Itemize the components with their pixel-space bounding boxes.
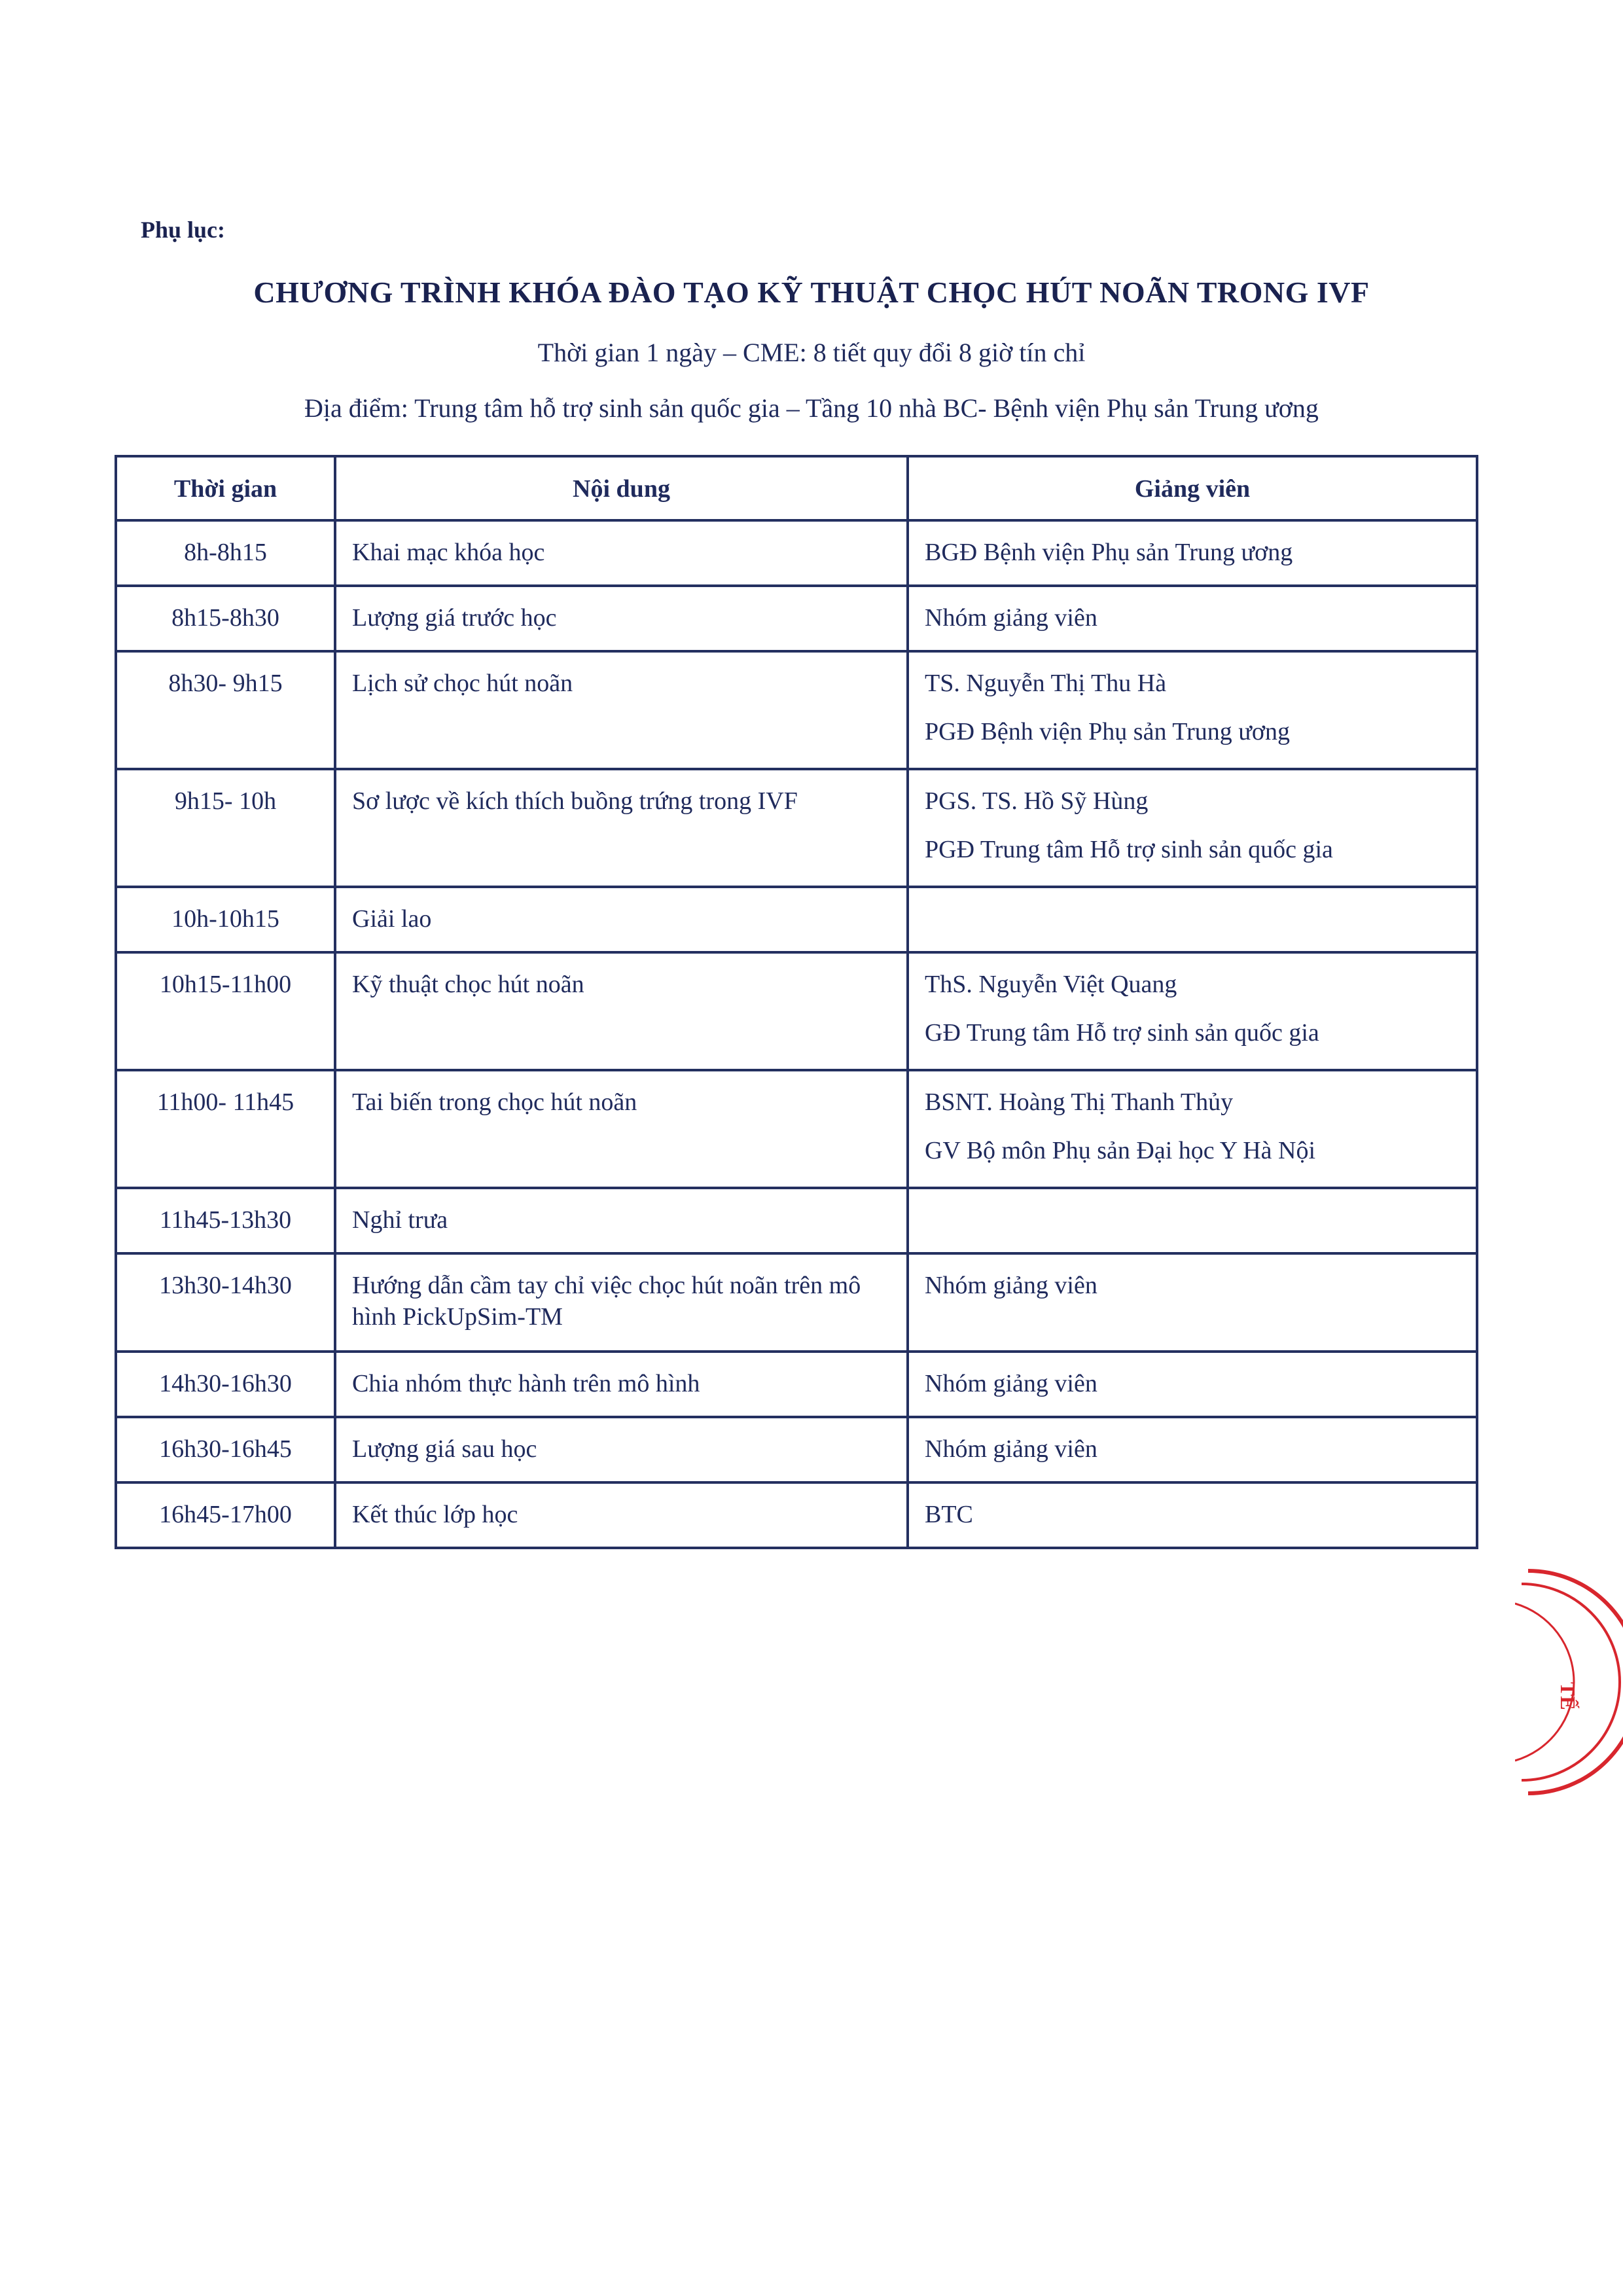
table-row xyxy=(116,887,1477,952)
content-cell: Kỹ thuật chọc hút noãn xyxy=(335,952,908,1070)
content-cell: Kết thúc lớp học xyxy=(335,1482,908,1548)
time-cell: 14h30-16h30 xyxy=(116,1352,335,1417)
lecturer-line: GĐ Trung tâm Hỗ trợ sinh sản quốc gia xyxy=(925,1018,1319,1047)
time-cell: 13h30-14h30 xyxy=(116,1253,335,1352)
lecturer-line: PGĐ Trung tâm Hỗ trợ sinh sản quốc gia xyxy=(925,835,1333,863)
lecturer-line: BGĐ Bệnh viện Phụ sản Trung ương xyxy=(925,539,1293,566)
lecturer-cell xyxy=(908,651,1477,769)
lecturer-cell xyxy=(908,952,1477,1070)
table-row xyxy=(116,1417,1477,1482)
lecturer-cell xyxy=(908,887,1477,952)
lecturer-cell xyxy=(908,1417,1477,1482)
lecturer-line: PGS. TS. Hồ Sỹ Hùng xyxy=(925,787,1149,815)
table-row xyxy=(116,1352,1477,1417)
lecturer-line: Nhóm giảng viên xyxy=(925,1370,1097,1397)
time-cell: 16h30-16h45 xyxy=(116,1417,335,1482)
lecturer-cell xyxy=(908,1482,1477,1548)
time-cell: 8h15-8h30 xyxy=(116,586,335,651)
column-header-lecturer: Giảng viên xyxy=(908,456,1477,520)
content-cell: Khai mạc khóa học xyxy=(335,520,908,586)
content-cell: Chia nhóm thực hành trên mô hình xyxy=(335,1352,908,1417)
time-cell: 8h-8h15 xyxy=(116,520,335,586)
lecturer-cell xyxy=(908,1070,1477,1188)
lecturer-line: PGĐ Bệnh viện Phụ sản Trung ương xyxy=(925,717,1290,745)
table-row xyxy=(116,1070,1477,1188)
table-row xyxy=(116,769,1477,887)
lecturer-line: ThS. Nguyễn Việt Quang xyxy=(925,971,1177,998)
table-row xyxy=(116,586,1477,651)
time-cell: 10h15-11h00 xyxy=(116,952,335,1070)
column-header-content: Nội dung xyxy=(335,456,908,520)
table-row xyxy=(116,1188,1477,1253)
column-header-time: Thời gian xyxy=(116,456,335,520)
location-line: Địa điểm: Trung tâm hỗ trợ sinh sản quốc gia – Tầng 10 nhà BC- Bệnh viện Phụ sản Trung ương xyxy=(304,393,1319,423)
red-seal-stamp xyxy=(1515,1558,1623,1806)
lecturer-line: GV Bộ môn Phụ sản Đại học Y Hà Nội xyxy=(925,1136,1316,1164)
time-cell: 11h45-13h30 xyxy=(116,1188,335,1253)
time-cell: 8h30- 9h15 xyxy=(116,651,335,769)
content-cell: Lượng giá sau học xyxy=(335,1417,908,1482)
content-cell: Giải lao xyxy=(335,887,908,952)
lecturer-line: TS. Nguyễn Thị Thu Hà xyxy=(925,670,1167,697)
lecturer-cell xyxy=(908,1188,1477,1253)
lecturer-line: BTC xyxy=(925,1501,973,1528)
content-cell: Sơ lược về kích thích buồng trứng trong IVF xyxy=(335,769,908,887)
lecturer-line: BSNT. Hoàng Thị Thanh Thủy xyxy=(925,1088,1234,1116)
table-row xyxy=(116,651,1477,769)
lecturer-line: Nhóm giảng viên xyxy=(925,1435,1097,1463)
time-cell: 9h15- 10h xyxy=(116,769,335,887)
time-cell: 10h-10h15 xyxy=(116,887,335,952)
table-row xyxy=(116,952,1477,1070)
lecturer-cell xyxy=(908,1253,1477,1352)
lecturer-cell xyxy=(908,586,1477,651)
content-cell: Nghỉ trưa xyxy=(335,1188,908,1253)
lecturer-line: Nhóm giảng viên xyxy=(925,604,1097,632)
table-header-row xyxy=(116,456,1477,520)
content-cell: Lịch sử chọc hút noãn xyxy=(335,651,908,769)
table-row xyxy=(116,520,1477,586)
lecturer-cell xyxy=(908,520,1477,586)
time-cell: 16h45-17h00 xyxy=(116,1482,335,1548)
duration-line: Thời gian 1 ngày – CME: 8 tiết quy đổi 8 giờ tín chỉ xyxy=(537,338,1086,367)
stamp-text: TẾ xyxy=(1556,1682,1580,1710)
table-row xyxy=(116,1482,1477,1548)
lecturer-cell xyxy=(908,769,1477,887)
content-cell: Lượng giá trước học xyxy=(335,586,908,651)
content-cell: Tai biến trong chọc hút noãn xyxy=(335,1070,908,1188)
appendix-label: Phụ lục: xyxy=(141,217,226,243)
lecturer-line: Nhóm giảng viên xyxy=(925,1272,1097,1299)
document-title: CHƯƠNG TRÌNH KHÓA ĐÀO TẠO KỸ THUẬT CHỌC HÚT NOÃN TRONG IVF xyxy=(253,276,1370,309)
time-cell: 11h00- 11h45 xyxy=(116,1070,335,1188)
schedule-body xyxy=(116,520,1477,1548)
table-row xyxy=(116,1253,1477,1352)
lecturer-cell xyxy=(908,1352,1477,1417)
schedule-table xyxy=(115,455,1478,1549)
content-cell: Hướng dẫn cầm tay chỉ việc chọc hút noãn trên mô hình PickUpSim-TM xyxy=(335,1253,908,1352)
